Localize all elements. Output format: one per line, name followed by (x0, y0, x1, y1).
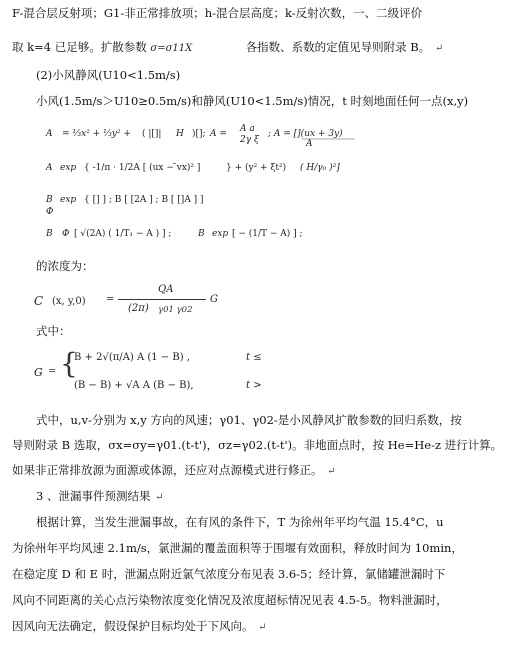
b0-body: { [] ] ; B [ [2A ] ; B [ []A ] ] (84, 195, 204, 205)
paragraph-mark: ↵ (327, 466, 336, 477)
c-args: (x, y,0) (52, 296, 86, 307)
concentration-label (36, 259, 497, 273)
b1-body: [ √(2A) ( 1/T₁ − A ) ] ; (74, 229, 172, 239)
diffusion-parameter-formula: σ=σ11X (150, 43, 193, 54)
a2-label: A (46, 163, 53, 173)
a2-frac-b: 2γ ξ (240, 135, 259, 145)
section-2-intro-text: 小风(1.5m/s＞U10≥0.5m/s)和静风(U10<1.5m/s)情况，t 时刻地面任何一点(x,y) (36, 94, 469, 108)
paragraph-4-line-1 (36, 515, 497, 529)
paragraph-1-line-2 (12, 40, 497, 56)
a1-label: A (46, 129, 53, 139)
b1-label: B (46, 229, 53, 239)
paragraph-mark: ↵ (258, 622, 267, 633)
c-eq: = (106, 294, 115, 305)
g-case-2-body: (B − B) + √A A (B − B), (74, 380, 194, 391)
a2-h: ( H/γ₀ )²] (300, 163, 340, 173)
g-lhs: G (34, 366, 43, 379)
paragraph-1-line-2-tail: 各指数、系数的定值见导则附录 B。 (245, 40, 431, 54)
paragraph-mark: ↵ (155, 492, 164, 503)
a1-h: H (176, 129, 184, 139)
section-2-intro (36, 94, 497, 108)
section-2-heading-text: (2)小风静风(U10<1.5m/s) (36, 68, 181, 82)
paragraph-4-line-4 (12, 593, 497, 607)
paragraph-1-line-1-text: F-混合层反射项；G1-非正常排放项；h-混合层高度；k-反射次数，一、二级评价 (12, 6, 423, 20)
b2-label: B (198, 229, 205, 239)
a2-frac-a: A a (240, 124, 255, 134)
g-brace: { (60, 347, 78, 380)
c-gamma-terms: γ01 γ02 (158, 305, 193, 315)
paragraph-3-line-2-text: 导则附录 B 选取，σx=σy=γ01.(t-t')，σz=γ02.(t-t')。非地面点时，按 He=He-z 进行计算。 (12, 438, 503, 452)
paragraph-4-line-4-text: 风向不同距离的关心点污染物浓度变化情况及浓度超标情况见表 4.5-5。物料泄漏时， (12, 593, 448, 607)
g-case-2-tail: t > (246, 380, 262, 391)
paragraph-3-line-1-text: 式中，u,v-分别为 x,y 方向的风速；γ01、γ02-是小风静风扩散参数的回归系数，按 (36, 413, 462, 427)
a2-head: A = (210, 129, 227, 139)
section-2-heading (36, 68, 497, 82)
b0-exp: exp (60, 195, 77, 205)
g-eq: = (48, 366, 57, 377)
b1-phi: Φ (62, 229, 70, 239)
paragraph-3-line-2 (12, 438, 503, 452)
formula-block (0, 118, 509, 258)
b0-label: B (46, 195, 53, 205)
a2-exp: exp (60, 163, 77, 173)
c-fraction-bar (118, 299, 206, 300)
paragraph-4-line-2-text: 为徐州年平均风速 2.1m/s，氯泄漏的覆盖面积等于围堰有效面积，释放时间为 10min， (12, 541, 463, 555)
a2-tail-den: A (306, 139, 313, 149)
c-denominator: (2π) (128, 303, 149, 314)
paragraph-4-line-3-text: 在稳定度 D 和 E 时，泄漏点附近氯气浓度分布见表 3.6-5；经计算，氯储罐泄漏时下 (12, 567, 446, 581)
b2-exp: exp (212, 229, 229, 239)
paragraph-mark: ↵ (434, 43, 444, 54)
b2-body: [ − (1/T − A) ] ; (232, 229, 303, 239)
where-label (36, 324, 497, 338)
a2-brace: { -1/π · 1/2A [ (ux − ̄vx)² ] (84, 163, 201, 173)
a2-tail: ; A = [](ux + 3y) (268, 129, 343, 139)
a1-body: = ⅓x² + ⅓y² + (62, 129, 131, 139)
paragraph-1-line-1 (12, 6, 497, 20)
phi-label: Φ (46, 207, 54, 217)
paragraph-3-line-3 (12, 463, 497, 479)
a1-paren: ( |[]| (142, 129, 162, 139)
paragraph-1-line-2-text: 取 k=4 已足够。扩散参数 (12, 40, 147, 54)
a1-close: )[]; (192, 129, 206, 139)
paragraph-4-line-1-text: 根据计算，当发生泄漏事故，在有风的条件下，T 为徐州年平均气温 15.4°C，u (36, 515, 444, 529)
section-3-heading (36, 489, 497, 505)
c-lhs: C (34, 294, 44, 308)
where-label-text: 式中： (36, 324, 71, 338)
c-g-term: G (210, 294, 218, 305)
g-case-1-tail: t ≤ (246, 352, 262, 363)
paragraph-4-line-2 (12, 541, 497, 555)
paragraph-4-line-5 (12, 619, 497, 635)
section-3-heading-text: 3 、泄漏事件预测结果 (36, 489, 151, 503)
c-numerator: QA (158, 284, 174, 295)
paragraph-4-line-5-text: 因风向无法确定，假设保护目标均处于下风向。 (12, 619, 254, 633)
a2-mid: } + (y² + ξt²) (226, 163, 287, 173)
concentration-label-text: 的浓度为： (36, 259, 94, 273)
paragraph-4-line-3 (12, 567, 497, 581)
paragraph-3-line-1 (36, 413, 497, 427)
paragraph-3-line-3-text: 如果非正常排放源为面源或体源，还应对点源模式进行修正。 (12, 463, 323, 477)
g-case-1-body: B + 2√(π/A) A (1 − B) , (74, 352, 190, 363)
g-formula (30, 344, 330, 404)
